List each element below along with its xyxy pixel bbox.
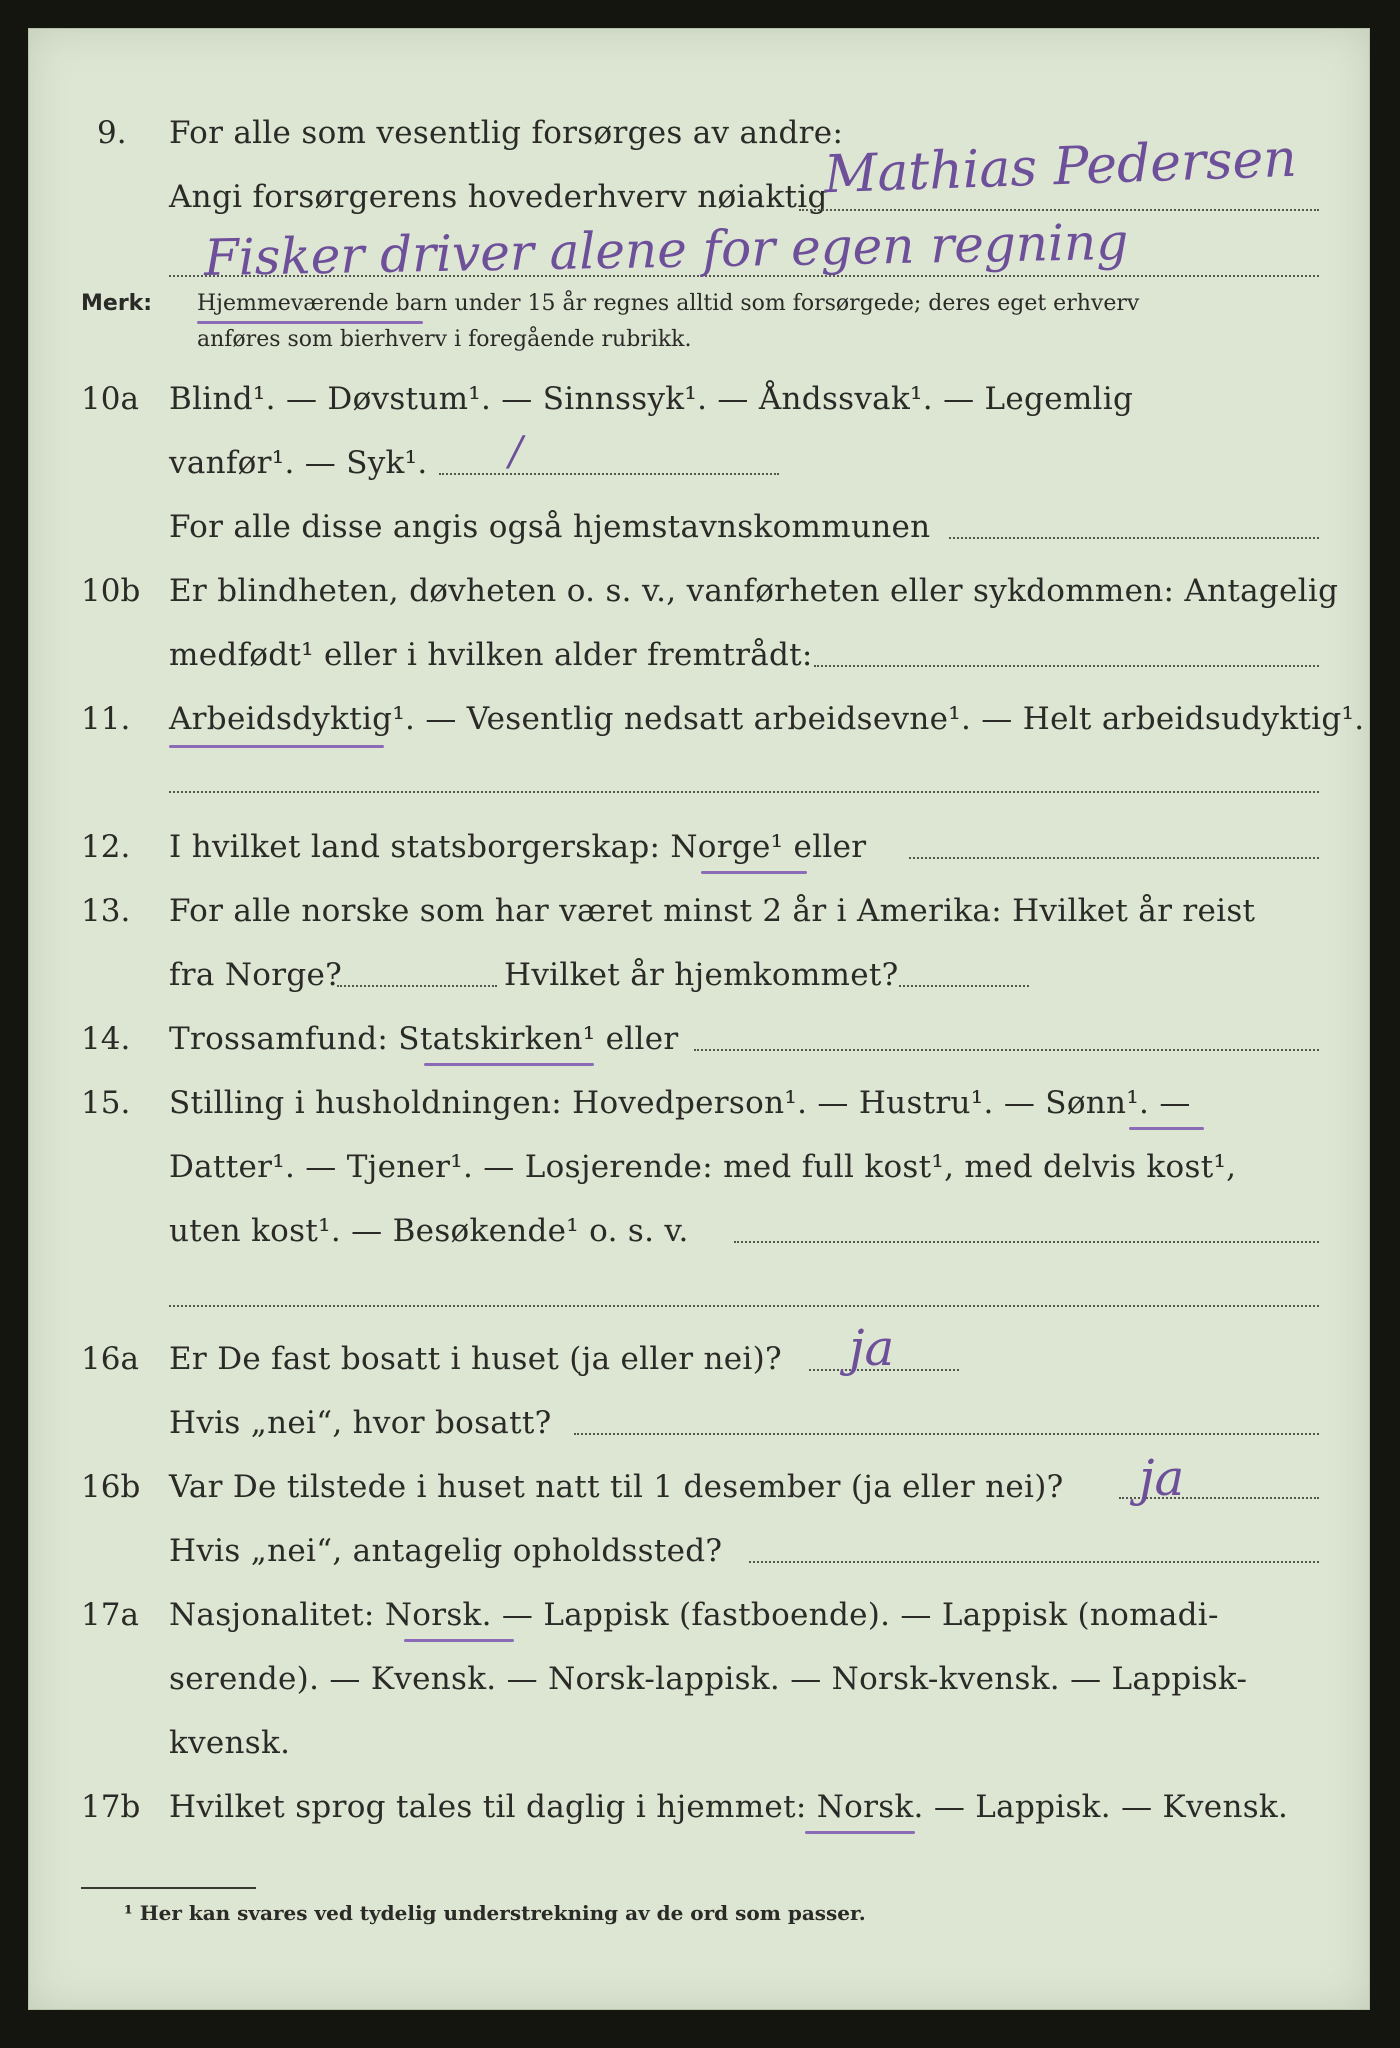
q9-line2: Angi forsørgerens hovederhverv nøiaktig [169,179,828,215]
q15-line3: uten kost¹. — Besøkende¹ o. s. v. [169,1213,689,1249]
q12-underline [701,871,807,874]
q15-line2: Datter¹. — Tjener¹. — Losjerende: med full kost¹, med delvis kost¹, [169,1149,1237,1185]
q15-number: 15. [81,1085,131,1121]
q10a-handwritten-mark[interactable]: / [509,429,523,475]
q16b-handwritten-answer[interactable]: ja [1139,1449,1185,1507]
q13-number: 13. [81,893,131,929]
q12-answer-line [909,857,1319,859]
q13-answer-line-a [337,985,497,987]
q12-line1: I hvilket land statsborgerskap: Norge¹ eller [169,829,867,865]
q15-line1: Stilling i husholdningen: Hovedperson¹. — Hustru¹. — Sønn¹. — [169,1085,1191,1121]
q10b-number: 10b [81,573,141,609]
q9-number: 9. [97,115,127,151]
q15-answer-line [734,1241,1319,1243]
q9-answer-line [799,209,1319,211]
census-form-page [28,28,1370,2010]
q15-answer-line2 [169,1305,1319,1307]
q16b-line1: Var De tilstede i huset natt til 1 desember (ja eller nei)? [169,1469,1064,1505]
footnote-rule [81,1887,256,1889]
q10a-number: 10a [81,381,139,417]
q11-line1: Arbeidsdyktig¹. — Vesentlig nedsatt arbeidsevne¹. — Helt arbeidsudyktig¹. [169,701,1365,737]
q17a-line2: serende). — Kvensk. — Norsk-lappisk. — Norsk-kvensk. — Lappisk- [169,1661,1248,1697]
q13-answer-line-b [899,985,1029,987]
q16a-number: 16a [81,1341,139,1377]
q10a-answer-line [439,473,779,475]
q11-number: 11. [81,701,131,737]
q17a-line1: Nasjonalitet: Norsk. — Lappisk (fastboende). — Lappisk (nomadi- [169,1597,1219,1633]
q10a-answer-line2 [949,537,1319,539]
note-line2: anføres som bierhverv i foregående rubrikk. [197,327,692,352]
q14-answer-line [694,1049,1319,1051]
q16a-line2: Hvis „nei“, hvor bosatt? [169,1405,552,1441]
q16b-line2: Hvis „nei“, antagelig opholdssted? [169,1533,723,1569]
q17a-line3: kvensk. [169,1725,291,1761]
q10a-line3: For alle disse angis også hjemstavnskommunen [169,509,931,545]
q10b-line2: medfødt¹ eller i hvilken alder fremtrådt: [169,637,813,673]
q11-underline [169,745,384,748]
q9-line1: For alle som vesentlig forsørges av andre: [169,115,844,151]
q13-line2a: fra Norge? [169,957,343,993]
q16a-answer-line2 [574,1433,1319,1435]
q14-underline [424,1063,594,1066]
q17b-underline [805,1831,915,1834]
q10a-line2: vanfør¹. — Syk¹. [169,445,428,481]
footnote: ¹ Her kan svares ved tydelig understrekning av de ord som passer. [124,1901,866,1925]
note-line1: Hjemmeværende barn under 15 år regnes alltid som forsørgede; deres eget erhverv [197,291,1140,316]
q17b-number: 17b [81,1789,141,1825]
q14-number: 14. [81,1021,131,1057]
q16a-line1: Er De fast bosatt i huset (ja eller nei)? [169,1341,782,1377]
q10a-line1: Blind¹. — Døvstum¹. — Sinnssyk¹. — Åndssvak¹. — Legemlig [169,381,1134,417]
q17b-line1: Hvilket sprog tales til daglig i hjemmet: Norsk. — Lappisk. — Kvensk. [169,1789,1289,1825]
q13-line2b: Hvilket år hjemkommet? [504,957,899,993]
q14-line1: Trossamfund: Statskirken¹ eller [169,1021,679,1057]
q13-line1: For alle norske som har været minst 2 år i Amerika: Hvilket år reist [169,893,1256,929]
q10b-answer-line [814,665,1319,667]
q17a-underline [404,1639,514,1642]
q16b-number: 16b [81,1469,141,1505]
q9-handwritten-provider[interactable]: Mathias Pedersen [823,128,1298,206]
q9-handwritten-occupation[interactable]: Fisker driver alene for egen regning [203,212,1129,288]
q10b-line1: Er blindheten, døvheten o. s. v., vanførheten eller sykdommen: Antagelig [169,573,1339,609]
q11-answer-line [169,791,1319,793]
q15-underline [1129,1127,1204,1130]
note-underline [197,321,423,324]
q16a-handwritten-answer[interactable]: ja [849,1319,895,1377]
q16b-answer-line2 [749,1561,1319,1563]
note-label: Merk: [81,291,153,316]
q17a-number: 17a [81,1597,139,1633]
q12-number: 12. [81,829,131,865]
